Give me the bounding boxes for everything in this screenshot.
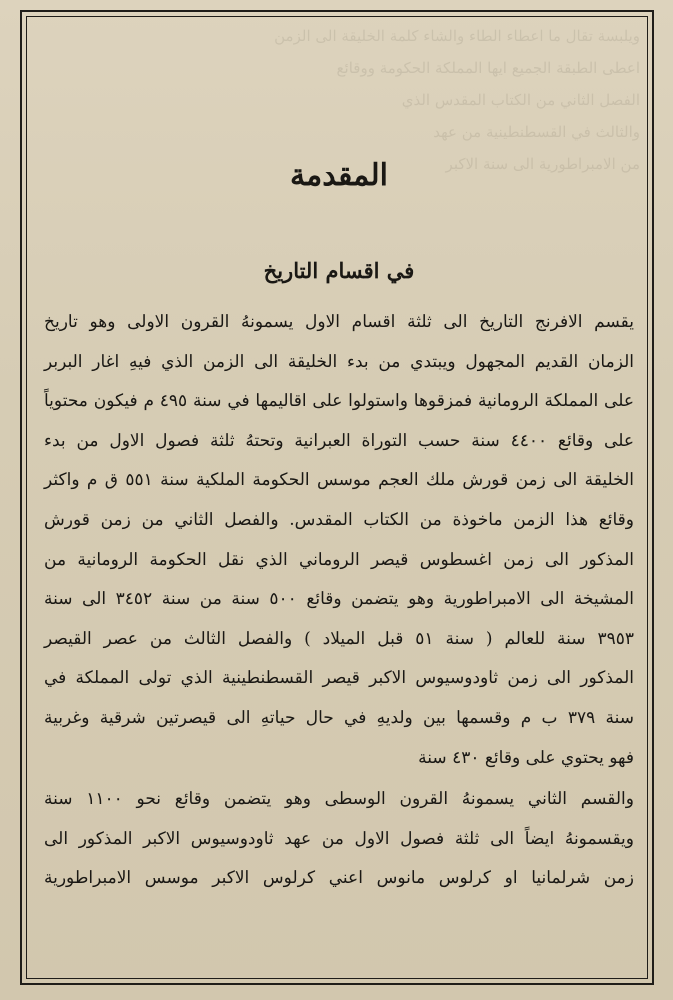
text-line: ويقسمونهُ ايضاً الى ثلثة فصول الاول من عهد ثاودوسيوس الاكبر المذكور الى <box>44 828 634 849</box>
text-line: الزمان القديم المجهول ويبتدي من بدء الخليقة الى الزمن الذي فيهِ اغار البربر <box>44 351 634 372</box>
paragraph-1 <box>44 303 634 778</box>
text-line: يقسم الافرنج التاريخ الى ثلثة اقسام الاول يسمونهُ القرون الاولى وهو تاريخ <box>44 312 634 332</box>
page-title: المقدمة <box>290 158 388 193</box>
text-line: فهو يحتوي على وقائع ٤٣٠ سنة <box>418 747 634 768</box>
text-line: زمن شرلمانيا او كرلوس مانوس اعني كرلوس الاكبر موسس الامبراطورية <box>44 868 634 889</box>
text-line: على وقائع ٤٤٠٠ سنة حسب التوراة العبرانية وتحتهُ ثلثة فصول الاول من بدء <box>44 430 634 451</box>
section-subtitle: في اقسام التاريخ <box>263 258 415 283</box>
text-line: سنة ٣٧٩ ب م وقسمها بين ولديهِ في حال حياتهِ الى قيصرتين شرقية وغربية <box>44 707 634 728</box>
page-content <box>44 120 634 980</box>
text-line: المشيخة الى الامبراطورية وهو يتضمن وقائع ٥٠٠ سنة من سنة ٣٤٥٢ الى سنة <box>44 589 634 610</box>
text-line: الخليقة الى زمن قورش ملك العجم موسس الحكومة الملكية سنة ٥٥١ ق م واكثر <box>44 470 634 491</box>
text-line: ٣٩٥٣ سنة للعالم ( سنة ٥١ قبل الميلاد ) والفصل الثالث من عصر القيصر <box>44 628 634 649</box>
bleed-line: الفصل الثاني من الكتاب المقدس الذي <box>401 91 640 109</box>
text-line: المذكور الى زمن اغسطوس قيصر الروماني الذي نقل الحكومة الرومانية من <box>44 549 634 570</box>
bleed-line: من الامبراطورية الى سنة الاكبر <box>445 155 640 173</box>
text-line: على المملكة الرومانية فمزقوها واستولوا على اقاليمها في سنة ٤٩٥ م فيكون محتوياً <box>44 391 634 412</box>
text-line: المذكور الى زمن ثاودوسيوس الاكبر قيصر القسطنطينية الذي تولى المملكة في <box>44 668 634 689</box>
text-line: والقسم الثاني يسمونهُ القرون الوسطى وهو يتضمن وقائع نحو ١١٠٠ سنة <box>44 789 634 810</box>
bleed-line: ويلبسة تقال ما اعطاء الطاء والشاء كلمة الخليقة الى الزمن <box>274 27 640 45</box>
bleed-line: اعطى الطبقة الجميع ايها المملكة الحكومة ووقائع <box>336 59 640 77</box>
paragraph-2 <box>44 780 634 899</box>
text-line: وقائع هذا الزمن ماخوذة من الكتاب المقدس. والفصل الثاني من زمن قورش <box>44 509 634 530</box>
bleed-line: والثالث في القسطنطينية من عهد <box>433 123 640 141</box>
